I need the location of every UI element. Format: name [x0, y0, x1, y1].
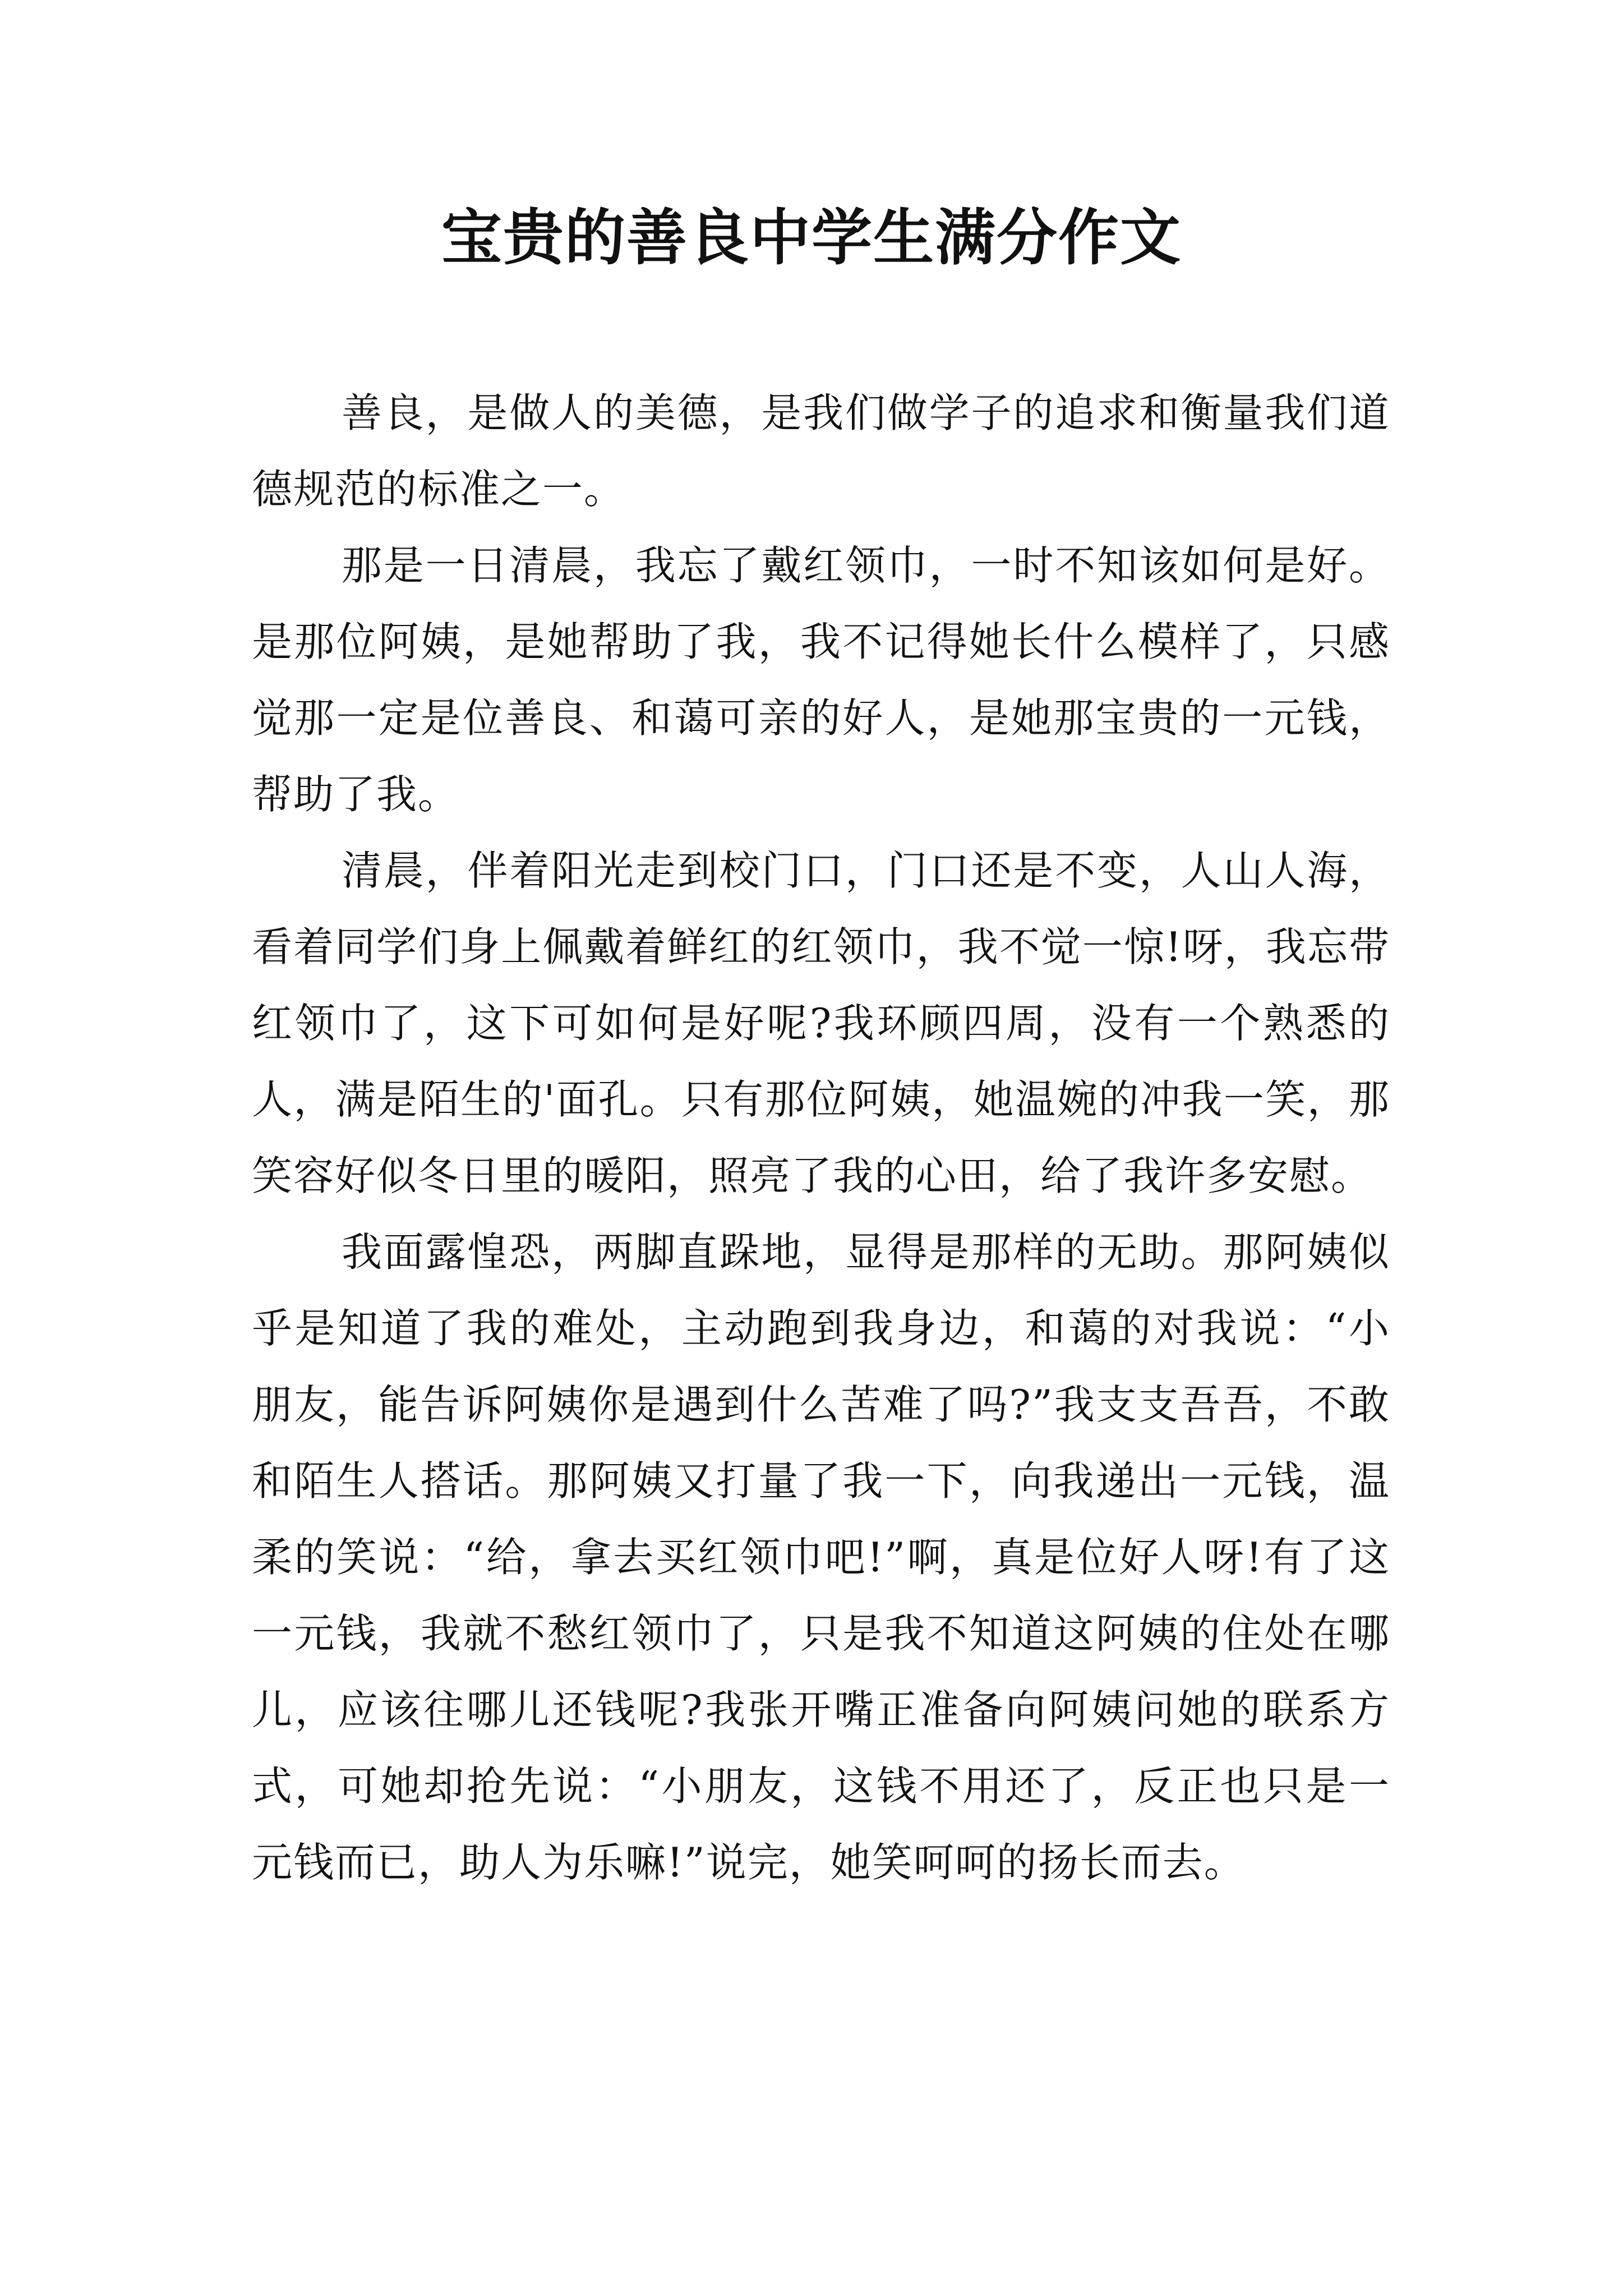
- paragraph-2: 那是一日清晨，我忘了戴红领巾，一时不知该如何是好。是那位阿姨，是她帮助了我，我不记得她长什么模样了，只感觉那一定是位善良、和蔼可亲的好人，是她那宝贵的一元钱，帮助了我。: [252, 542, 1390, 818]
- paragraph-4: 我面露惶恐，两脚直跺地，显得是那样的无助。那阿姨似乎是知道了我的难处，主动跑到我身边，和蔼的对我说：“小朋友，能告诉阿姨你是遇到什么苦难了吗?”我支支吾吾，不敢和陌生人搭话。那阿姨又打量了我一下，向我递出一元钱，温柔的笑说：“给，拿去买红领巾吧!”啊，真是位好人呀!有了这一元钱，我就不愁红领巾了，只是我不知道这阿姨的住处在哪儿，应该往哪儿还钱呢?我张开嘴正准备向阿姨问她的联系方式，可她却抢先说：“小朋友，这钱不用还了，反正也只是一元钱而已，助人为乐嘛!”说完，她笑呵呵的扬长而去。: [252, 1228, 1390, 1886]
- paragraph-1: 善良，是做人的美德，是我们做学子的追求和衡量我们道德规范的标准之一。: [252, 389, 1390, 513]
- essay-body: [252, 375, 1390, 1901]
- document-title: 宝贵的善良中学生满分作文: [441, 203, 1182, 273]
- paragraph-3: 清晨，伴着阳光走到校门口，门口还是不变，人山人海，看着同学们身上佩戴着鲜红的红领巾，我不觉一惊!呀，我忘带红领巾了，这下可如何是好呢?我环顾四周，没有一个熟悉的人，满是陌生的'面孔。只有那位阿姨，她温婉的冲我一笑，那笑容好似冬日里的暖阳，照亮了我的心田，给了我许多安慰。: [252, 847, 1390, 1199]
